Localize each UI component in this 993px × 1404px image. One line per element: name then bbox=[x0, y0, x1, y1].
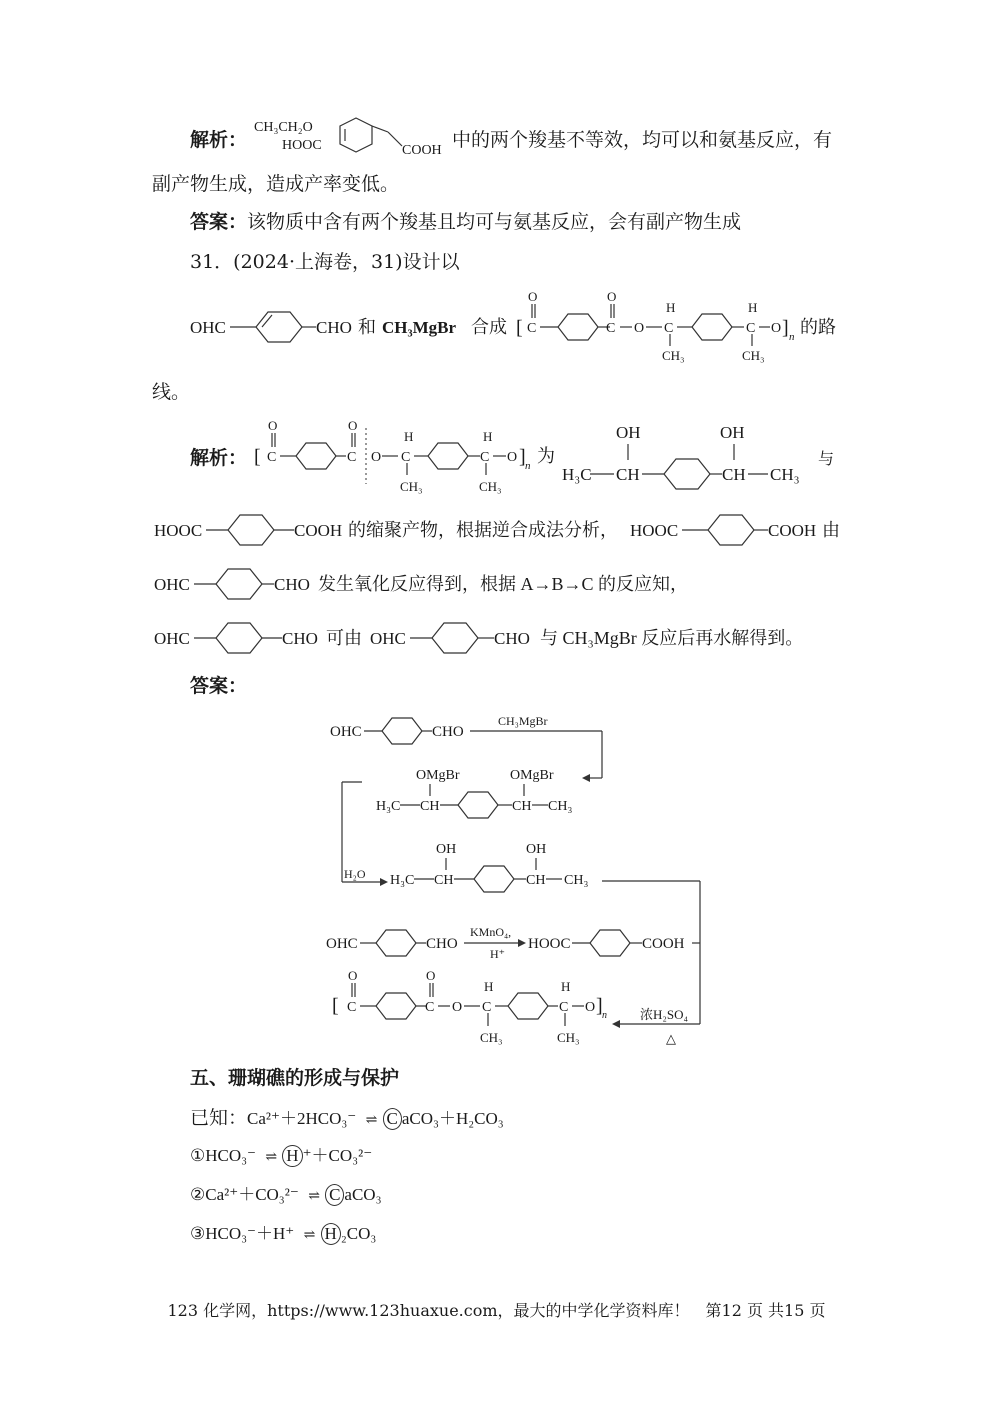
svg-text:H: H bbox=[483, 429, 493, 444]
svg-text:COOH: COOH bbox=[294, 521, 343, 540]
analysis2-line4 bbox=[152, 618, 852, 658]
analysis2-polymer-and-monomers bbox=[254, 414, 844, 504]
svg-text:COOH: COOH bbox=[402, 143, 442, 158]
ethoxy-phenylacetic-acid-structure bbox=[252, 112, 452, 164]
svg-text:O: O bbox=[771, 321, 782, 336]
svg-text:CH₃: CH₃ bbox=[557, 1030, 580, 1045]
svg-text:可由: 可由 bbox=[326, 628, 362, 648]
section-5-title: 五、珊瑚礁的形成与保护 bbox=[190, 1067, 400, 1089]
svg-text:]: ] bbox=[596, 995, 603, 1017]
svg-text:O: O bbox=[371, 450, 382, 465]
svg-text:浓H₂SO₄: 浓H₂SO₄ bbox=[640, 1007, 689, 1022]
svg-text:C: C bbox=[559, 1000, 569, 1015]
svg-text:[: [ bbox=[254, 446, 261, 468]
svg-text:H: H bbox=[561, 979, 571, 994]
svg-text:OHC: OHC bbox=[330, 724, 362, 740]
svg-text:OMgBr: OMgBr bbox=[510, 768, 554, 783]
svg-text:H: H bbox=[404, 429, 414, 444]
svg-text:O: O bbox=[268, 418, 278, 433]
svg-text:KMnO₄,: KMnO₄, bbox=[470, 925, 512, 939]
svg-text:H₃C: H₃C bbox=[390, 873, 415, 888]
svg-text:的路: 的路 bbox=[800, 317, 836, 337]
svg-text:OHC: OHC bbox=[370, 629, 406, 648]
svg-text:与: 与 bbox=[818, 451, 835, 468]
svg-text:和: 和 bbox=[358, 317, 376, 337]
analysis2-line3 bbox=[152, 564, 852, 604]
svg-text:合成: 合成 bbox=[471, 317, 507, 337]
svg-text:CHO: CHO bbox=[274, 575, 310, 594]
svg-text:OMgBr: OMgBr bbox=[416, 768, 460, 783]
svg-text:]: ] bbox=[519, 446, 526, 468]
svg-text:n: n bbox=[602, 1010, 607, 1021]
svg-text:O: O bbox=[507, 450, 518, 465]
svg-text:n: n bbox=[525, 460, 531, 472]
svg-text:H₂O: H₂O bbox=[344, 867, 366, 881]
svg-text:CHO: CHO bbox=[316, 318, 352, 337]
svg-text:C: C bbox=[606, 321, 616, 336]
svg-text:与 CH₃MgBr 反应后再水解得到。: 与 CH₃MgBr 反应后再水解得到。 bbox=[540, 628, 804, 648]
svg-text:CH₃MgBr: CH₃MgBr bbox=[498, 714, 548, 728]
svg-text:C: C bbox=[347, 1000, 357, 1015]
svg-text:CH₃: CH₃ bbox=[564, 873, 589, 888]
svg-text:的缩聚产物，根据逆合成法分析，: 的缩聚产物，根据逆合成法分析， bbox=[348, 520, 618, 540]
answer-label: 答案： bbox=[190, 211, 248, 233]
answer-text: 该物质中含有两个羧基且均可与氨基反应，会有副产物生成 bbox=[247, 211, 742, 233]
question-31-reaction bbox=[186, 286, 856, 366]
svg-text:H₃C: H₃C bbox=[562, 465, 592, 484]
svg-text:O: O bbox=[607, 289, 617, 304]
svg-text:H: H bbox=[666, 300, 676, 315]
svg-text:C: C bbox=[482, 1000, 492, 1015]
svg-text:C: C bbox=[664, 321, 674, 336]
svg-text:C: C bbox=[527, 321, 537, 336]
svg-text:△: △ bbox=[666, 1031, 676, 1046]
svg-text:H⁺: H⁺ bbox=[490, 947, 505, 961]
svg-text:OHC: OHC bbox=[154, 629, 190, 648]
svg-text:C: C bbox=[425, 1000, 435, 1015]
svg-text:O: O bbox=[528, 289, 538, 304]
svg-text:O: O bbox=[426, 968, 436, 983]
svg-text:[: [ bbox=[516, 317, 523, 339]
svg-text:HOOC: HOOC bbox=[528, 936, 571, 952]
svg-text:OHC: OHC bbox=[326, 936, 358, 952]
svg-text:OH: OH bbox=[720, 423, 745, 442]
svg-text:CH: CH bbox=[722, 465, 746, 484]
analysis2-label: 解析： bbox=[190, 447, 248, 469]
svg-text:]: ] bbox=[782, 317, 789, 339]
svg-text:OH: OH bbox=[526, 842, 547, 857]
analysis-text-1: 中的两个羧基不等效，均可以和氨基反应，有 bbox=[452, 129, 833, 151]
svg-text:H: H bbox=[748, 300, 758, 315]
svg-text:HOOC: HOOC bbox=[630, 521, 679, 540]
svg-text:[: [ bbox=[332, 995, 339, 1017]
question-31-end: 线。 bbox=[152, 381, 191, 403]
svg-text:COOH: COOH bbox=[642, 936, 685, 952]
svg-text:C: C bbox=[401, 450, 411, 465]
svg-text:OH: OH bbox=[616, 423, 641, 442]
synthesis-route-scheme bbox=[320, 706, 720, 1050]
svg-text:O: O bbox=[585, 1000, 596, 1015]
question-31-prompt: 31．(2024·上海卷，31)设计以 bbox=[190, 251, 460, 273]
svg-text:CH₃: CH₃ bbox=[742, 348, 765, 363]
svg-text:CHO: CHO bbox=[494, 629, 530, 648]
analysis2-line2 bbox=[152, 510, 852, 550]
svg-text:COOH: COOH bbox=[768, 521, 817, 540]
svg-text:CH₃: CH₃ bbox=[662, 348, 685, 363]
svg-text:CH: CH bbox=[420, 799, 440, 814]
svg-text:C: C bbox=[746, 321, 756, 336]
svg-text:由: 由 bbox=[822, 520, 840, 540]
svg-text:CH: CH bbox=[616, 465, 640, 484]
svg-text:CHO: CHO bbox=[432, 724, 464, 740]
svg-text:OHC: OHC bbox=[154, 575, 190, 594]
reaction-2: ②Ca²⁺＋CO₃²⁻ ⇌ C aCO₃ bbox=[190, 1185, 382, 1204]
svg-text:CH₃: CH₃ bbox=[400, 479, 423, 494]
svg-text:C: C bbox=[267, 450, 277, 465]
svg-text:HOOC: HOOC bbox=[282, 138, 322, 153]
svg-text:O: O bbox=[452, 1000, 463, 1015]
svg-text:CH₃: CH₃ bbox=[479, 479, 502, 494]
svg-text:O: O bbox=[634, 321, 645, 336]
svg-text:OH: OH bbox=[436, 842, 457, 857]
svg-text:OHC: OHC bbox=[190, 318, 226, 337]
svg-text:O: O bbox=[348, 418, 358, 433]
svg-text:O: O bbox=[348, 968, 358, 983]
svg-text:为: 为 bbox=[537, 446, 555, 466]
page-footer: 123 化学网，https://www.123huaxue.com，最大的中学化学资料库！ 第12 页 共15 页 bbox=[167, 1301, 826, 1320]
reaction-1: ①HCO₃⁻ ⇌ H ⁺＋CO₃²⁻ bbox=[190, 1146, 373, 1165]
svg-text:H: H bbox=[484, 979, 494, 994]
svg-text:CH₃CH₂O: CH₃CH₂O bbox=[254, 120, 313, 135]
svg-text:CH: CH bbox=[434, 873, 454, 888]
svg-text:CHO: CHO bbox=[426, 936, 458, 952]
svg-text:C: C bbox=[480, 450, 490, 465]
reaction-known: 已知：Ca²⁺＋2HCO₃⁻ ⇌ C aCO₃＋H₂CO₃ bbox=[190, 1107, 504, 1129]
answer2-label: 答案： bbox=[190, 675, 248, 697]
reaction-3: ③HCO₃⁻＋H⁺ ⇌ H ₂CO₃ bbox=[190, 1224, 377, 1243]
svg-text:HOOC: HOOC bbox=[154, 521, 203, 540]
svg-text:CH₃: CH₃ bbox=[548, 799, 573, 814]
svg-text:CHO: CHO bbox=[282, 629, 318, 648]
svg-text:CH: CH bbox=[526, 873, 546, 888]
svg-text:CH₃: CH₃ bbox=[770, 465, 800, 484]
svg-text:CH₃: CH₃ bbox=[480, 1030, 503, 1045]
svg-text:C: C bbox=[347, 450, 357, 465]
svg-text:H₃C: H₃C bbox=[376, 799, 401, 814]
analysis-text-2: 副产物生成，造成产率变低。 bbox=[152, 173, 400, 195]
svg-text:CH: CH bbox=[512, 799, 532, 814]
svg-text:发生氧化反应得到，根据 A→B→C 的反应知，: 发生氧化反应得到，根据 A→B→C 的反应知， bbox=[318, 574, 689, 594]
analysis-label: 解析： bbox=[190, 129, 248, 151]
svg-text:CH₃MgBr: CH₃MgBr bbox=[382, 318, 457, 337]
svg-text:n: n bbox=[789, 331, 795, 343]
